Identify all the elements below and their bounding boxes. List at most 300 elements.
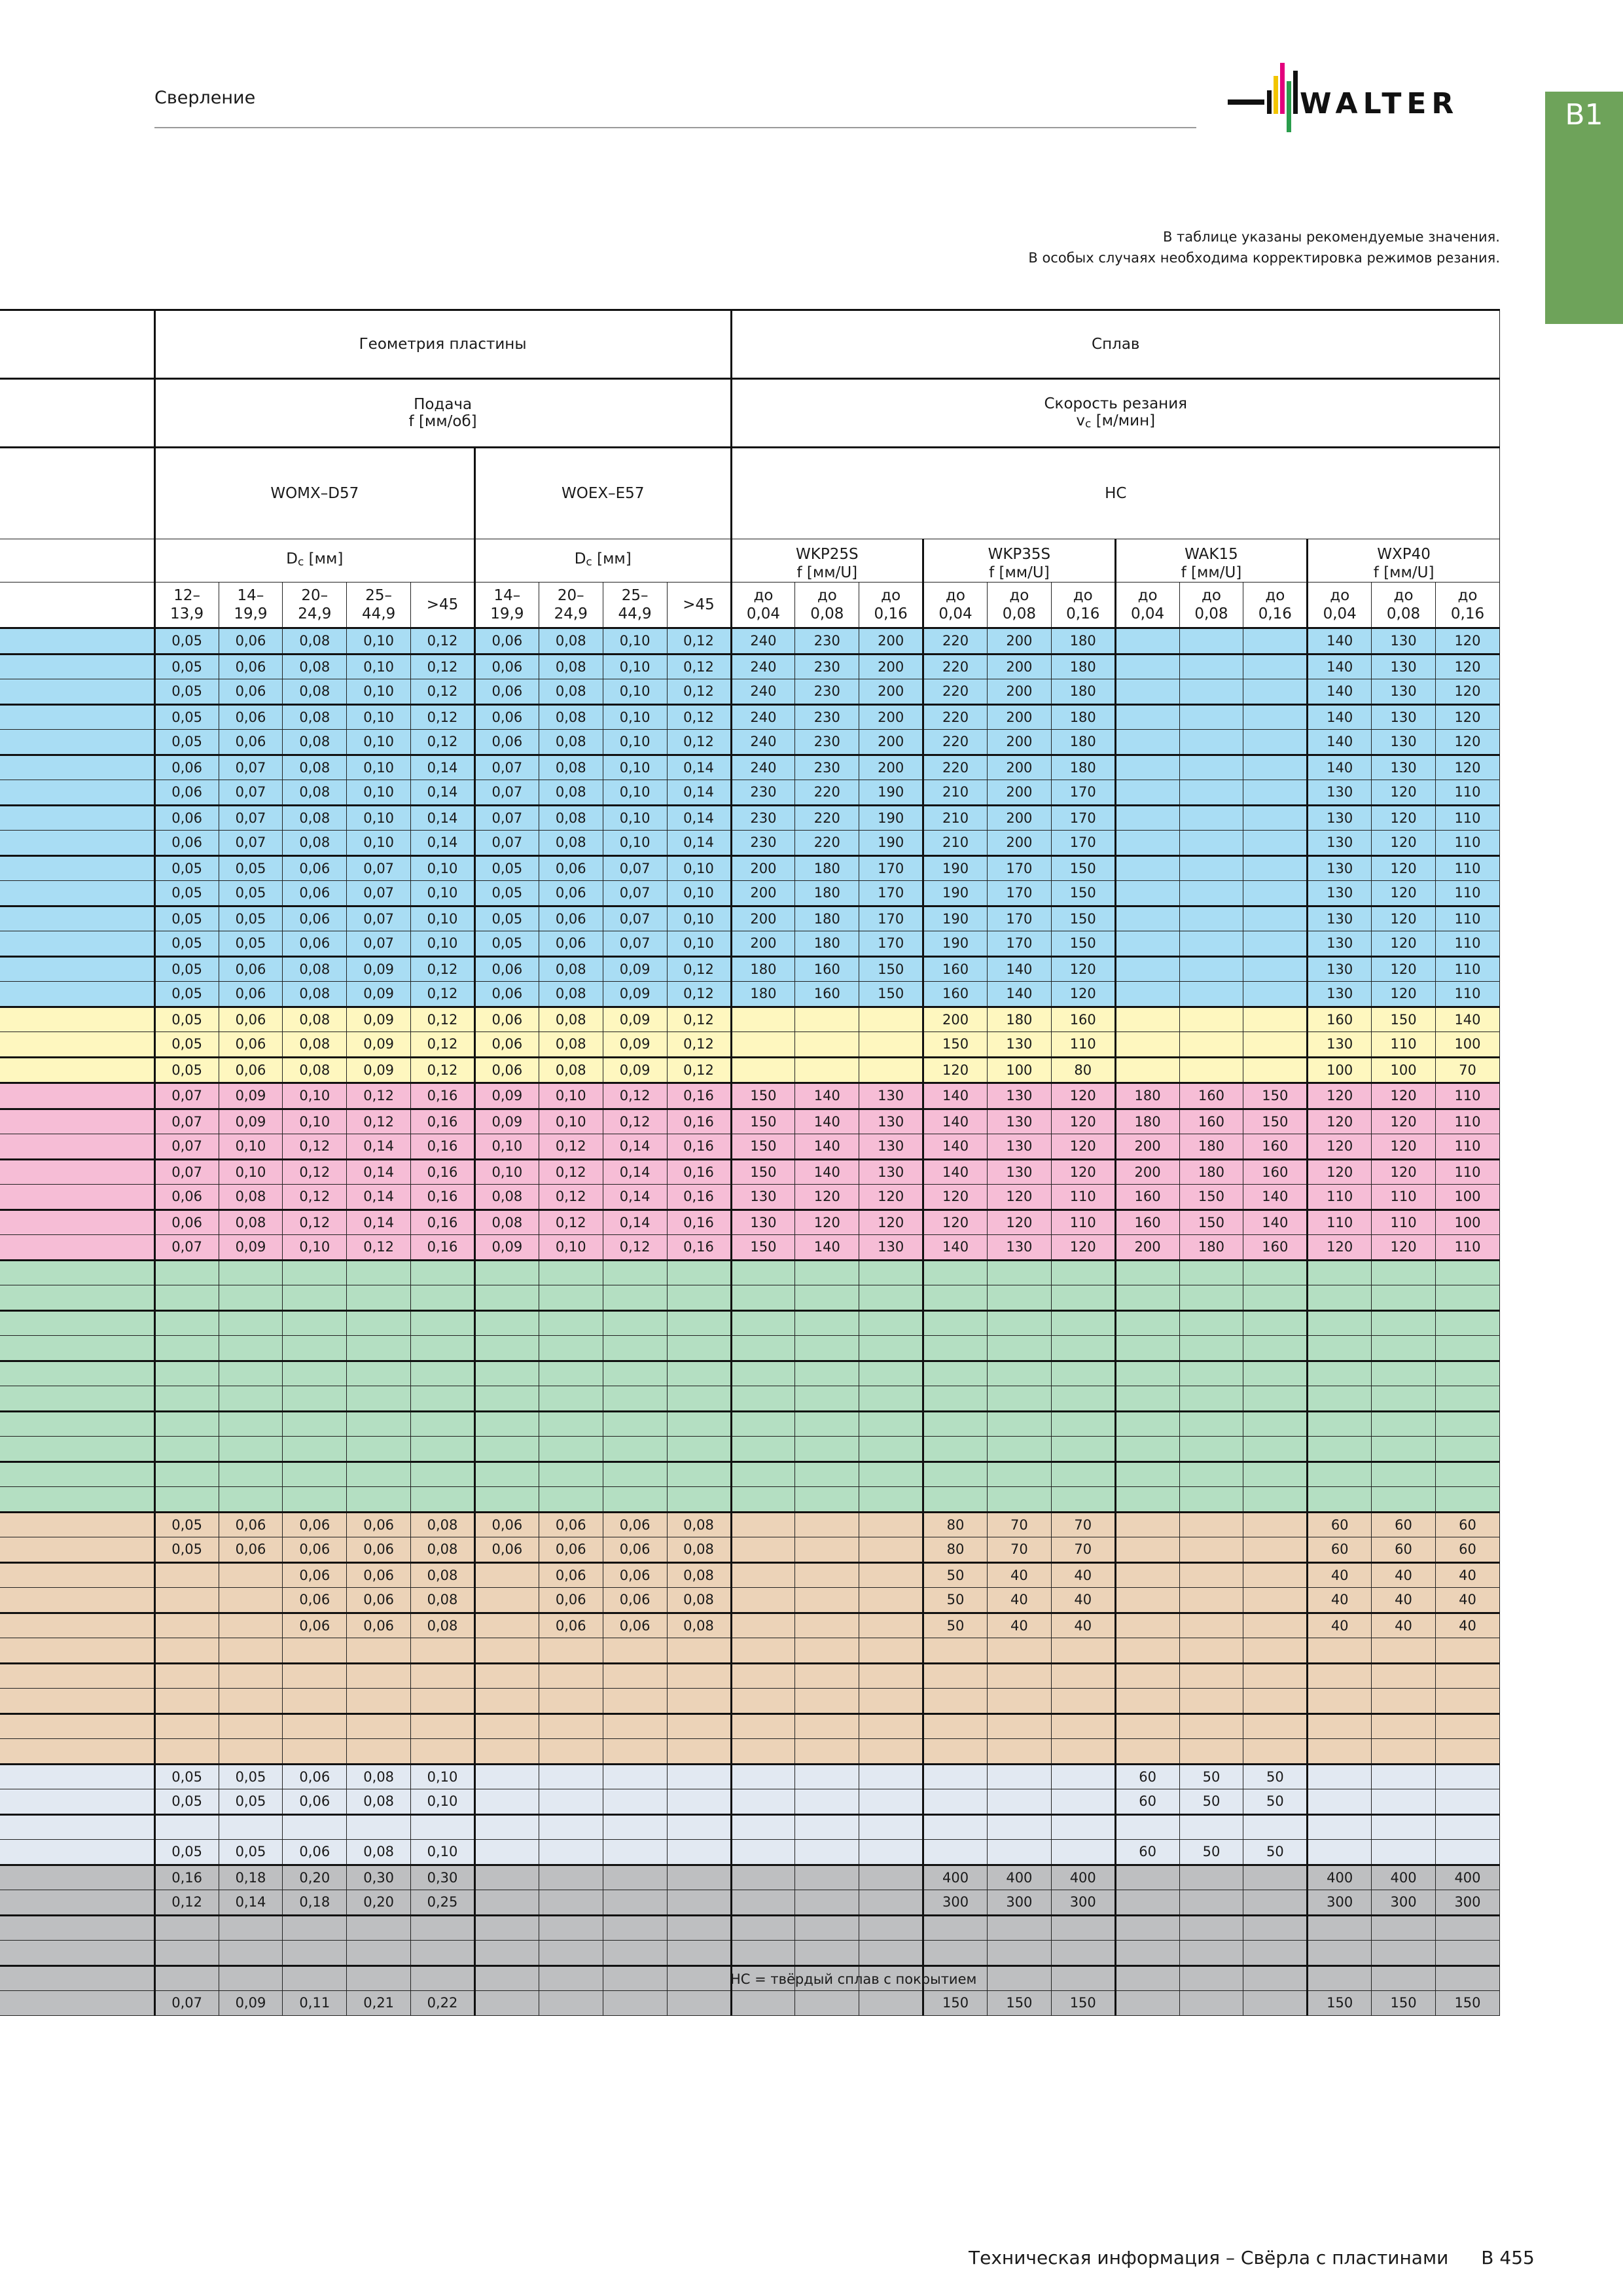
table-cell: [347, 1310, 411, 1336]
table-cell: 170: [987, 881, 1051, 906]
table-cell: [667, 1764, 731, 1789]
table-cell: 140: [1308, 654, 1372, 679]
table-cell: 220: [923, 628, 988, 655]
table-cell: [859, 1713, 923, 1739]
table-cell: [1179, 1512, 1243, 1537]
table-cell: [474, 1260, 539, 1285]
table-cell: [219, 1739, 283, 1765]
table-cell: [1372, 1789, 1436, 1815]
table-cell: 0,06: [283, 1537, 347, 1563]
table-cell: [1115, 730, 1179, 755]
table-cell: [283, 1941, 347, 1966]
table-cell: [667, 1739, 731, 1765]
table-row: [0, 1210, 1500, 1235]
table-cell: [1179, 956, 1243, 982]
table-row: [0, 1462, 1500, 1487]
table-cell: [1435, 1689, 1499, 1714]
row-label-cell: [0, 1713, 154, 1739]
table-cell: 130: [987, 1159, 1051, 1185]
table-cell: [219, 1487, 283, 1513]
table-cell: 140: [923, 1159, 988, 1185]
table-cell: 130: [1308, 1032, 1372, 1058]
table-cell: 0,06: [283, 906, 347, 931]
table-cell: [1051, 1789, 1115, 1815]
grade-name: WAK15: [1185, 546, 1238, 563]
row-label-cell: [0, 1814, 154, 1840]
table-cell: 100: [1308, 1057, 1372, 1083]
table-cell: 140: [923, 1235, 988, 1261]
row-label-cell: [0, 1915, 154, 1941]
table-cell: 0,09: [474, 1235, 539, 1261]
table-cell: 120: [1372, 855, 1436, 881]
table-cell: 0,07: [154, 1235, 219, 1261]
table-cell: 0,10: [539, 1083, 603, 1109]
cutting-data-table: [0, 309, 1500, 2016]
table-cell: 0,12: [539, 1159, 603, 1185]
table-cell: 50: [1243, 1764, 1308, 1789]
table-cell: [1308, 1663, 1372, 1689]
diameter-col-womx: 25– 44,9: [347, 583, 411, 628]
table-cell: 0,16: [667, 1134, 731, 1160]
table-cell: [1308, 1462, 1372, 1487]
table-cell: [539, 1789, 603, 1815]
table-cell: 0,12: [411, 654, 475, 679]
table-cell: [795, 1411, 859, 1437]
table-cell: 0,08: [539, 805, 603, 831]
table-cell: 0,12: [283, 1159, 347, 1185]
table-cell: [1051, 1386, 1115, 1412]
table-cell: 120: [859, 1185, 923, 1210]
table-cell: [347, 1487, 411, 1513]
table-cell: 200: [987, 628, 1051, 655]
table-cell: 140: [1308, 679, 1372, 705]
row-label-cell: [0, 1890, 154, 1916]
table-cell: [1179, 1991, 1243, 2016]
table-cell: [987, 1789, 1051, 1815]
table-cell: [539, 1890, 603, 1916]
table-cell: 0,21: [347, 1991, 411, 2016]
row-label-cell: [0, 1159, 154, 1185]
table-cell: 0,20: [347, 1890, 411, 1916]
table-cell: 0,12: [603, 1235, 667, 1261]
table-cell: [731, 1890, 795, 1916]
table-cell: 0,11: [283, 1991, 347, 2016]
table-cell: 70: [1051, 1537, 1115, 1563]
table-cell: 0,05: [219, 1789, 283, 1815]
table-cell: 140: [1308, 704, 1372, 730]
table-cell: [1308, 1789, 1372, 1815]
table-cell: [539, 1310, 603, 1336]
table-cell: 150: [923, 1991, 988, 2016]
table-cell: 60: [1372, 1537, 1436, 1563]
table-cell: [1115, 1613, 1179, 1638]
table-cell: 230: [731, 831, 795, 856]
table-cell: [219, 1386, 283, 1412]
feed-header-line1: Подача: [414, 396, 473, 413]
table-cell: [219, 1915, 283, 1941]
table-cell: 150: [1243, 1083, 1308, 1109]
table-cell: [1051, 1336, 1115, 1361]
table-cell: [603, 1285, 667, 1311]
table-cell: [539, 1411, 603, 1437]
table-cell: 0,07: [347, 855, 411, 881]
table-cell: [1243, 755, 1308, 780]
table-cell: 0,05: [219, 906, 283, 931]
table-cell: [1243, 956, 1308, 982]
table-cell: 120: [1051, 1134, 1115, 1160]
table-cell: 140: [795, 1083, 859, 1109]
table-cell: 40: [1051, 1613, 1115, 1638]
table-row: [0, 881, 1500, 906]
table-cell: 200: [987, 805, 1051, 831]
table-cell: [411, 1411, 475, 1437]
table-cell: 400: [923, 1865, 988, 1890]
table-cell: [667, 1689, 731, 1714]
table-cell: 40: [1372, 1562, 1436, 1588]
table-cell: [987, 1764, 1051, 1789]
table-cell: 0,08: [283, 730, 347, 755]
table-cell: [1435, 1814, 1499, 1840]
table-cell: 0,07: [347, 931, 411, 957]
table-cell: [1179, 1386, 1243, 1412]
table-cell: [1179, 1537, 1243, 1563]
table-cell: [731, 1310, 795, 1336]
table-cell: [1179, 1487, 1243, 1513]
table-cell: [1051, 1840, 1115, 1865]
table-cell: [1372, 1361, 1436, 1386]
table-cell: 230: [795, 628, 859, 655]
table-row: [0, 1562, 1500, 1588]
table-cell: [859, 1336, 923, 1361]
table-cell: [1179, 831, 1243, 856]
table-cell: 190: [859, 805, 923, 831]
table-cell: 40: [1051, 1588, 1115, 1613]
table-cell: 0,05: [154, 881, 219, 906]
table-cell: 120: [923, 1185, 988, 1210]
table-cell: [795, 1462, 859, 1487]
table-cell: 0,12: [667, 628, 731, 655]
table-cell: 120: [1051, 1235, 1115, 1261]
table-cell: [859, 1915, 923, 1941]
table-row: [0, 1663, 1500, 1689]
table-cell: [795, 1663, 859, 1689]
table-cell: [859, 1487, 923, 1513]
table-cell: [731, 1865, 795, 1890]
table-cell: 0,16: [411, 1083, 475, 1109]
table-cell: 0,06: [283, 1789, 347, 1815]
table-cell: 140: [923, 1109, 988, 1134]
table-cell: 190: [923, 906, 988, 931]
table-cell: 130: [1308, 881, 1372, 906]
table-cell: 0,08: [667, 1588, 731, 1613]
table-row: [0, 1109, 1500, 1134]
table-cell: [1179, 679, 1243, 705]
table-cell: [1308, 1361, 1372, 1386]
table-cell: 400: [987, 1865, 1051, 1890]
table-cell: [987, 1965, 1051, 1991]
table-cell: 170: [987, 906, 1051, 931]
table-cell: [923, 1310, 988, 1336]
table-cell: 120: [1051, 956, 1115, 982]
table-cell: [923, 1713, 988, 1739]
table-cell: [474, 1663, 539, 1689]
table-cell: 150: [731, 1235, 795, 1261]
table-cell: 0,08: [411, 1562, 475, 1588]
table-cell: 0,06: [154, 1210, 219, 1235]
table-cell: 200: [1115, 1134, 1179, 1160]
table-cell: [1179, 1915, 1243, 1941]
table-cell: [1243, 704, 1308, 730]
table-cell: 0,09: [347, 1007, 411, 1032]
table-cell: 190: [923, 881, 988, 906]
table-cell: [667, 1865, 731, 1890]
table-cell: [667, 1941, 731, 1966]
table-row: [0, 654, 1500, 679]
feed-col: до 0,08: [987, 583, 1051, 628]
geometry-header: Геометрия пластины: [154, 310, 731, 379]
table-cell: [347, 1411, 411, 1437]
table-cell: 220: [923, 730, 988, 755]
table-cell: 0,08: [539, 654, 603, 679]
table-cell: [474, 1285, 539, 1311]
table-cell: 0,12: [539, 1134, 603, 1160]
table-cell: [859, 1638, 923, 1664]
table-cell: 0,07: [154, 1109, 219, 1134]
table-cell: 0,06: [283, 1562, 347, 1588]
table-cell: 0,06: [219, 1537, 283, 1563]
table-cell: [923, 1285, 988, 1311]
table-cell: [539, 1638, 603, 1664]
table-cell: [923, 1941, 988, 1966]
table-cell: [1243, 1865, 1308, 1890]
table-cell: 0,06: [219, 982, 283, 1007]
table-cell: 0,14: [219, 1890, 283, 1916]
table-cell: 160: [795, 982, 859, 1007]
table-cell: 0,16: [154, 1865, 219, 1890]
row-label-cell: [0, 1185, 154, 1210]
table-cell: [667, 1411, 731, 1437]
table-cell: 0,06: [347, 1512, 411, 1537]
table-cell: [667, 1361, 731, 1386]
table-cell: [154, 1437, 219, 1462]
table-cell: 160: [923, 956, 988, 982]
table-cell: [795, 1336, 859, 1361]
table-cell: 0,08: [411, 1537, 475, 1563]
table-cell: 0,06: [474, 628, 539, 655]
table-cell: [987, 1260, 1051, 1285]
table-cell: 0,07: [347, 906, 411, 931]
table-row: [0, 628, 1500, 655]
table-cell: 0,08: [283, 1007, 347, 1032]
row-label-cell: [0, 931, 154, 957]
table-cell: 120: [1372, 956, 1436, 982]
row-label-cell: [0, 982, 154, 1007]
table-cell: 300: [923, 1890, 988, 1916]
table-cell: 0,05: [474, 881, 539, 906]
row-label-cell: [0, 1386, 154, 1412]
table-cell: 0,06: [603, 1613, 667, 1638]
table-cell: [859, 1032, 923, 1058]
table-cell: 200: [731, 881, 795, 906]
table-cell: 0,05: [154, 1032, 219, 1058]
table-cell: 120: [795, 1210, 859, 1235]
table-cell: [859, 1512, 923, 1537]
table-cell: [1372, 1941, 1436, 1966]
table-cell: 220: [795, 805, 859, 831]
table-cell: [474, 1310, 539, 1336]
table-cell: 150: [1051, 1991, 1115, 2016]
table-cell: [987, 1689, 1051, 1714]
table-cell: [1243, 1991, 1308, 2016]
table-cell: [1372, 1285, 1436, 1311]
table-cell: [1115, 1965, 1179, 1991]
table-cell: [731, 1487, 795, 1513]
table-cell: [795, 1840, 859, 1865]
table-cell: [411, 1689, 475, 1714]
table-cell: [1372, 1437, 1436, 1462]
table-cell: [859, 1865, 923, 1890]
table-cell: 0,12: [411, 628, 475, 655]
table-cell: [347, 1965, 411, 1991]
table-cell: 170: [1051, 805, 1115, 831]
table-cell: 180: [1051, 730, 1115, 755]
table-cell: [411, 1310, 475, 1336]
table-cell: [1243, 1007, 1308, 1032]
table-cell: [1308, 1915, 1372, 1941]
table-cell: [987, 1462, 1051, 1487]
table-cell: [1115, 1991, 1179, 2016]
table-cell: [1372, 1487, 1436, 1513]
table-cell: 180: [1115, 1083, 1179, 1109]
table-cell: 200: [987, 704, 1051, 730]
table-cell: 0,12: [411, 730, 475, 755]
table-cell: 0,10: [411, 1764, 475, 1789]
table-cell: 0,05: [154, 982, 219, 1007]
table-cell: 0,08: [539, 982, 603, 1007]
table-cell: 170: [859, 931, 923, 957]
table-cell: 0,06: [283, 1588, 347, 1613]
table-cell: 0,09: [219, 1109, 283, 1134]
table-cell: 0,06: [283, 855, 347, 881]
diameter-col-womx: 12– 13,9: [154, 583, 219, 628]
table-cell: 150: [1179, 1210, 1243, 1235]
table-cell: 0,10: [347, 704, 411, 730]
row-label-cell: [0, 1663, 154, 1689]
table-cell: 0,12: [154, 1890, 219, 1916]
table-cell: [539, 1437, 603, 1462]
table-row: [0, 1613, 1500, 1638]
table-cell: 0,08: [283, 1057, 347, 1083]
table-cell: [987, 1915, 1051, 1941]
dc-header-woex: Dc [мм]: [474, 539, 731, 583]
table-cell: [283, 1386, 347, 1412]
table-cell: 140: [1308, 628, 1372, 655]
table-cell: [1115, 1537, 1179, 1563]
table-cell: 180: [1051, 704, 1115, 730]
table-cell: [859, 1411, 923, 1437]
table-cell: [1179, 1965, 1243, 1991]
table-cell: 160: [1179, 1109, 1243, 1134]
table-cell: 0,06: [603, 1588, 667, 1613]
table-cell: 150: [731, 1083, 795, 1109]
table-cell: 150: [1051, 931, 1115, 957]
table-cell: 0,07: [154, 1991, 219, 2016]
table-cell: 0,12: [539, 1210, 603, 1235]
table-cell: [283, 1437, 347, 1462]
table-cell: 200: [987, 730, 1051, 755]
table-cell: 70: [1051, 1512, 1115, 1537]
table-cell: [859, 1562, 923, 1588]
table-cell: [859, 1689, 923, 1714]
table-cell: 150: [859, 956, 923, 982]
table-cell: [1115, 805, 1179, 831]
table-cell: [283, 1260, 347, 1285]
table-cell: 0,08: [539, 1057, 603, 1083]
table-cell: 120: [1372, 805, 1436, 831]
table-cell: 110: [1435, 881, 1499, 906]
table-cell: [667, 1713, 731, 1739]
table-cell: 130: [987, 1235, 1051, 1261]
table-cell: 120: [859, 1210, 923, 1235]
diameter-col-woex: 25– 44,9: [603, 583, 667, 628]
speed-header: [731, 379, 1499, 448]
table-cell: 0,09: [603, 1032, 667, 1058]
table-cell: 200: [859, 628, 923, 655]
table-cell: [1243, 855, 1308, 881]
table-cell: [923, 1386, 988, 1412]
table-cell: 0,06: [474, 704, 539, 730]
table-cell: 120: [987, 1210, 1051, 1235]
table-cell: 0,12: [603, 1109, 667, 1134]
table-cell: 130: [859, 1083, 923, 1109]
table-cell: 0,09: [603, 1007, 667, 1032]
table-cell: 0,10: [347, 730, 411, 755]
table-cell: [923, 1260, 988, 1285]
table-cell: 140: [987, 956, 1051, 982]
table-cell: [1372, 1336, 1436, 1361]
table-cell: 240: [731, 755, 795, 780]
row-label-cell: [0, 1537, 154, 1563]
table-cell: [603, 1310, 667, 1336]
table-cell: 0,09: [347, 1032, 411, 1058]
table-cell: 180: [731, 982, 795, 1007]
table-cell: [603, 1840, 667, 1865]
table-cell: 150: [731, 1159, 795, 1185]
table-cell: 0,09: [603, 982, 667, 1007]
table-cell: 0,16: [667, 1185, 731, 1210]
table-cell: [1051, 1764, 1115, 1789]
table-cell: [1435, 1462, 1499, 1487]
table-cell: 300: [1308, 1890, 1372, 1916]
table-cell: 0,06: [283, 1840, 347, 1865]
table-cell: [603, 1336, 667, 1361]
speed-header-line1: Скорость резания: [1044, 395, 1187, 412]
table-cell: 0,12: [411, 956, 475, 982]
table-cell: 0,08: [283, 628, 347, 655]
table-cell: 0,10: [411, 855, 475, 881]
table-cell: 0,08: [411, 1613, 475, 1638]
table-cell: [154, 1588, 219, 1613]
table-cell: 0,05: [219, 881, 283, 906]
row-label-cell: [0, 1007, 154, 1032]
table-cell: [283, 1814, 347, 1840]
table-cell: 40: [1051, 1562, 1115, 1588]
table-cell: 0,12: [283, 1185, 347, 1210]
table-cell: [923, 1336, 988, 1361]
table-cell: 120: [1435, 628, 1499, 655]
table-cell: [1179, 1814, 1243, 1840]
table-cell: [219, 1462, 283, 1487]
